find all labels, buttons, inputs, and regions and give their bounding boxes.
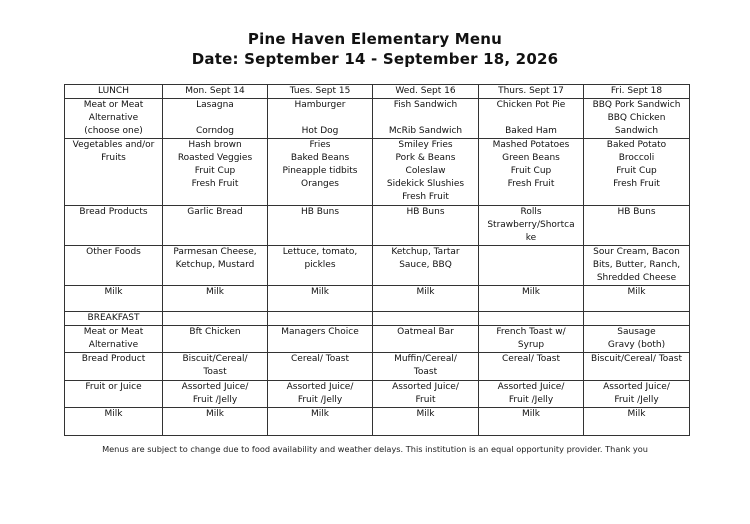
- row-label-line: Other Foods: [86, 247, 141, 257]
- menu-row: [65, 99, 690, 139]
- menu-item: Milk: [311, 287, 329, 297]
- menu-cell: [163, 246, 268, 286]
- menu-cell: [584, 246, 690, 286]
- menu-cell: [163, 381, 268, 408]
- menu-item: McRib Sandwich: [388, 126, 463, 136]
- menu-table: [64, 84, 690, 436]
- menu-item: Fruit Cup: [510, 166, 552, 176]
- row-label-line: Bread Product: [81, 354, 146, 364]
- menu-cell: [163, 206, 268, 246]
- menu-item: Cereal/ Toast: [502, 354, 560, 364]
- menu-item: Fresh Fruit: [191, 179, 239, 189]
- menu-item: Milk: [416, 287, 435, 297]
- menu-cell: [584, 99, 690, 139]
- row-label-line: Meat or Meat: [83, 327, 144, 337]
- menu-item: Fruit /Jelly: [192, 395, 238, 405]
- row-label: [65, 99, 163, 139]
- menu-item: Fresh Fruit: [402, 192, 449, 202]
- menu-item: Roasted Veggies: [177, 153, 253, 163]
- menu-item: Milk: [206, 409, 224, 419]
- menu-cell: [584, 381, 690, 408]
- column-header: Wed. Sept 16: [373, 85, 479, 99]
- menu-item: Broccoli: [618, 153, 655, 163]
- menu-cell: [373, 99, 479, 139]
- menu-item: Parmesan Cheese,: [173, 247, 257, 257]
- menu-cell: [268, 381, 373, 408]
- menu-item: Fish Sandwich: [393, 100, 458, 110]
- menu-cell: [479, 326, 584, 353]
- footer-note: Menus are subject to change due to food availability and weather delays. This institution is an equal opportunity provider. Thank you: [102, 444, 648, 454]
- menu-cell: [479, 206, 584, 246]
- row-label-line: Bread Products: [79, 207, 148, 217]
- menu-item: Muffin/Cereal/: [394, 354, 457, 364]
- menu-cell: [479, 286, 584, 312]
- row-label-line: BREAKFAST: [87, 313, 140, 323]
- menu-item: Syrup: [517, 340, 545, 350]
- menu-item: Milk: [627, 287, 646, 297]
- row-label: [65, 381, 163, 408]
- row-label-line: Alternative: [88, 113, 139, 123]
- menu-cell: [584, 326, 690, 353]
- menu-item: Cereal/ Toast: [291, 354, 349, 364]
- menu-cell: [268, 408, 373, 436]
- menu-cell: [373, 286, 479, 312]
- menu-item: Fruit: [415, 395, 436, 405]
- menu-item: [269, 112, 371, 125]
- menu-cell: [479, 353, 584, 381]
- menu-item: Hash brown: [188, 140, 242, 150]
- row-label: [65, 286, 163, 312]
- date-range: Date: September 14 - September 18, 2026: [191, 50, 559, 68]
- menu-item: pickles: [304, 260, 336, 270]
- menu-cell: [373, 206, 479, 246]
- menu-row: [65, 246, 690, 286]
- menu-cell: [268, 246, 373, 286]
- menu-item: Fruit /Jelly: [614, 395, 659, 405]
- menu-row: [65, 139, 690, 206]
- menu-item: Fries: [309, 140, 331, 150]
- menu-cell: [479, 246, 584, 286]
- menu-item: Shredded Cheese: [596, 273, 677, 283]
- menu-item: Hamburger: [294, 100, 346, 110]
- menu-cell: [373, 139, 479, 206]
- menu-item: Pineapple tidbits: [282, 166, 358, 176]
- column-header: Mon. Sept 14: [163, 85, 268, 99]
- menu-cell: [584, 286, 690, 312]
- menu-cell: [373, 353, 479, 381]
- menu-cell: [584, 408, 690, 436]
- menu-cell: [163, 408, 268, 436]
- menu-cell: [163, 312, 268, 326]
- menu-row: [65, 206, 690, 246]
- menu-cell: [268, 99, 373, 139]
- menu-item: Lettuce, tomato,: [282, 247, 358, 257]
- menu-cell: [373, 246, 479, 286]
- menu-cell: [268, 312, 373, 326]
- menu-item: Lasagna: [196, 100, 234, 110]
- menu-item: Pork & Beans: [395, 153, 456, 163]
- menu-item: Ketchup, Tartar: [391, 247, 460, 257]
- menu-item: Fruit /Jelly: [297, 395, 343, 405]
- menu-item: Fruit Cup: [616, 166, 657, 176]
- menu-cell: [479, 312, 584, 326]
- menu-item: Toast: [413, 367, 438, 377]
- menu-row: [65, 381, 690, 408]
- menu-cell: [479, 139, 584, 206]
- menu-item: ke: [525, 233, 537, 243]
- menu-item: Sausage: [617, 327, 656, 337]
- menu-item: [374, 112, 477, 125]
- menu-item: Milk: [206, 287, 224, 297]
- menu-item: Baked Ham: [505, 126, 557, 136]
- menu-cell: [373, 312, 479, 326]
- menu-cell: [163, 326, 268, 353]
- row-label: [65, 139, 163, 206]
- column-header: Fri. Sept 18: [584, 85, 690, 99]
- menu-item: Chicken Pot Pie: [496, 100, 566, 110]
- menu-item: Fruit /Jelly: [508, 395, 554, 405]
- menu-row: [65, 326, 690, 353]
- menu-item: Assorted Juice/: [497, 382, 565, 392]
- menu-item: Assorted Juice/: [392, 382, 459, 392]
- menu-item: French Toast w/: [496, 327, 566, 337]
- menu-item: Oatmeal Bar: [397, 327, 454, 337]
- row-label-line: (choose one): [84, 126, 143, 136]
- menu-item: Ketchup, Mustard: [175, 260, 255, 270]
- menu-item: Milk: [627, 409, 646, 419]
- menu-item: Sandwich: [614, 126, 659, 136]
- menu-item: Assorted Juice/: [286, 382, 354, 392]
- menu-cell: [584, 139, 690, 206]
- menu-item: HB Buns: [617, 207, 656, 217]
- menu-item: HB Buns: [300, 207, 340, 217]
- menu-cell: [268, 206, 373, 246]
- row-label: [65, 206, 163, 246]
- menu-item: Sauce, BBQ: [399, 260, 452, 270]
- menu-item: Mashed Potatoes: [492, 140, 570, 150]
- menu-cell: [373, 408, 479, 436]
- menu-item: BBQ Pork Sandwich: [592, 100, 681, 110]
- row-label-line: Vegetables and/or: [72, 140, 155, 150]
- menu-cell: [373, 326, 479, 353]
- column-header: LUNCH: [65, 85, 163, 99]
- menu-cell: [163, 139, 268, 206]
- menu-item: Gravy (both): [607, 340, 666, 350]
- menu-item: Coleslaw: [405, 166, 446, 176]
- menu-item: Sidekick Slushies: [386, 179, 465, 189]
- row-label: [65, 408, 163, 436]
- menu-item: Milk: [522, 409, 540, 419]
- row-label-line: Fruit or Juice: [85, 382, 142, 392]
- row-label: [65, 326, 163, 353]
- menu-item: Toast: [203, 367, 227, 377]
- row-label: [65, 353, 163, 381]
- menu-item: Fresh Fruit: [613, 179, 660, 189]
- menu-item: Hot Dog: [301, 126, 339, 136]
- row-label-line: Meat or Meat: [83, 100, 144, 110]
- menu-item: Milk: [416, 409, 435, 419]
- row-label-line: Milk: [104, 287, 123, 297]
- row-label-line: Alternative: [88, 340, 139, 350]
- menu-item: Strawberry/Shortca: [487, 220, 575, 230]
- page-title: Pine Haven Elementary Menu: [247, 30, 503, 48]
- menu-item: Green Beans: [502, 153, 560, 163]
- menu-item: Corndog: [196, 126, 234, 136]
- row-label: [65, 246, 163, 286]
- menu-item: Assorted Juice/: [603, 382, 670, 392]
- row-label-line: Milk: [104, 409, 123, 419]
- menu-item: HB Buns: [406, 207, 445, 217]
- menu-item: [480, 112, 582, 125]
- menu-cell: [268, 326, 373, 353]
- menu-item: Bft Chicken: [189, 327, 241, 337]
- menu-item: Biscuit/Cereal/ Toast: [590, 354, 683, 364]
- row-label-line: Fruits: [101, 153, 126, 163]
- menu-item: Garlic Bread: [187, 207, 243, 217]
- menu-item: Baked Potato: [606, 140, 667, 150]
- menu-item: Milk: [311, 409, 329, 419]
- menu-cell: [268, 353, 373, 381]
- row-label: [65, 312, 163, 326]
- menu-cell: [479, 99, 584, 139]
- menu-item: Smiley Fries: [398, 140, 453, 150]
- menu-item: Fresh Fruit: [507, 179, 555, 189]
- menu-item: Assorted Juice/: [181, 382, 249, 392]
- menu-item: Bits, Butter, Ranch,: [592, 260, 681, 270]
- menu-cell: [268, 286, 373, 312]
- column-header: Thurs. Sept 17: [479, 85, 584, 99]
- menu-cell: [373, 381, 479, 408]
- menu-cell: [163, 99, 268, 139]
- menu-item: Fruit Cup: [194, 166, 236, 176]
- menu-item: Sour Cream, Bacon: [593, 247, 680, 257]
- menu-item: Oranges: [301, 179, 339, 189]
- menu-cell: [584, 206, 690, 246]
- menu-row: [65, 286, 690, 312]
- column-header: Tues. Sept 15: [268, 85, 373, 99]
- menu-row: [65, 408, 690, 436]
- menu-item: Baked Beans: [290, 153, 350, 163]
- menu-cell: [479, 408, 584, 436]
- menu-item: Managers Choice: [281, 327, 359, 337]
- menu-item: Biscuit/Cereal/: [182, 354, 248, 364]
- menu-item: BBQ Chicken: [607, 113, 666, 123]
- menu-item: Milk: [522, 287, 540, 297]
- menu-cell: [268, 139, 373, 206]
- menu-cell: [584, 312, 690, 326]
- menu-cell: [163, 286, 268, 312]
- menu-item: Rolls: [520, 207, 542, 217]
- menu-item: [164, 112, 266, 125]
- menu-cell: [584, 353, 690, 381]
- menu-cell: [163, 353, 268, 381]
- menu-row: [65, 353, 690, 381]
- menu-row: [65, 312, 690, 326]
- header-row: [65, 85, 690, 99]
- menu-cell: [479, 381, 584, 408]
